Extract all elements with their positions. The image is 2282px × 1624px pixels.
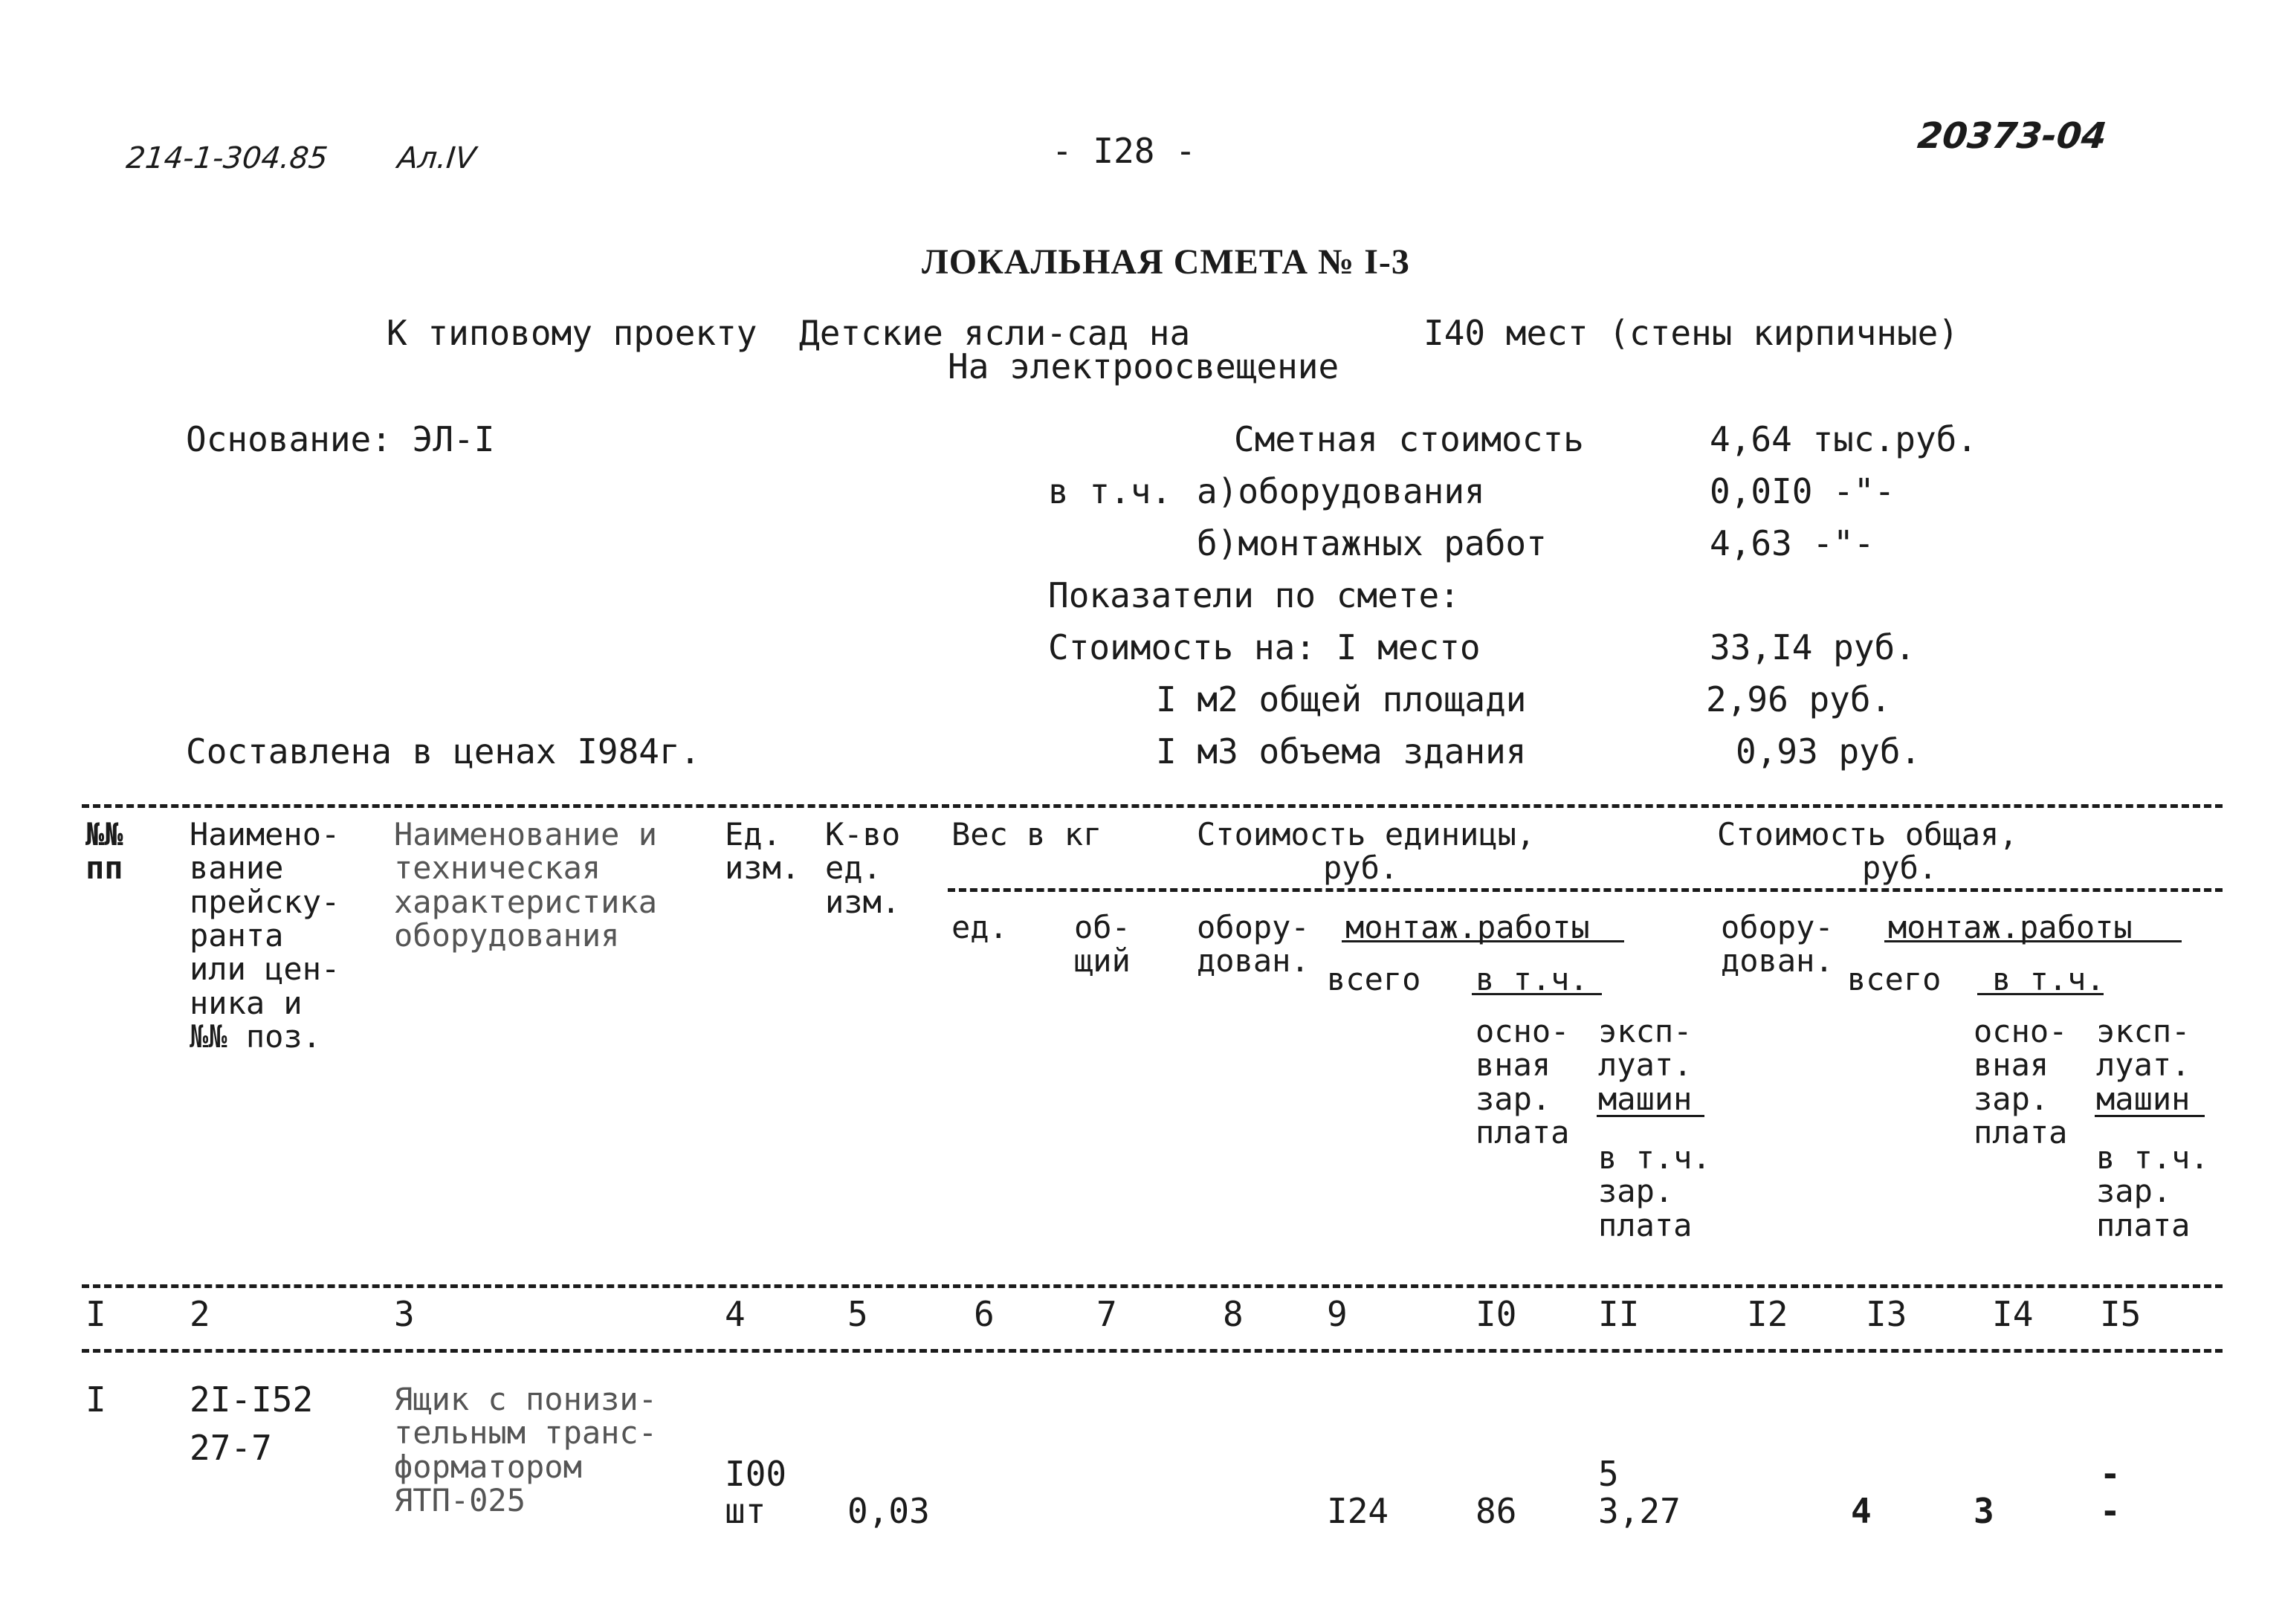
handwritten-number: 20373-04 <box>1916 115 2109 157</box>
column-number: 5 <box>847 1294 868 1334</box>
col-header-weight-total: об- щий <box>1074 909 1131 980</box>
subtitle-prefix: К типовому проекту <box>387 313 757 353</box>
row-pricelist-position: 27-7 <box>190 1428 272 1468</box>
cost-per-place-value: 33,I4 руб. <box>1710 627 1916 667</box>
per-m3-value: 0,93 руб. <box>1736 731 1921 771</box>
column-number: I3 <box>1866 1294 1907 1334</box>
per-m2-label: I м2 общей площади <box>1156 679 1527 719</box>
col-header-total-cost-rub: руб. <box>1862 850 1938 886</box>
document-title: ЛОКАЛЬНАЯ СМЕТА № I-3 <box>922 242 1410 282</box>
col-header-unit-base-wage: осно- вная зар. плата <box>1475 1013 1570 1151</box>
column-number: I2 <box>1747 1294 1788 1334</box>
col-header-quantity: К-во ед. изм. <box>825 816 901 920</box>
row-total-machines-wage: - <box>2100 1454 2121 1494</box>
row-equipment-name: Ящик с понизи- тельным транс- форматором ЯТП-025 <box>394 1381 658 1519</box>
subtitle-capacity: I40 мест (стены кирпичные) <box>1423 313 1959 353</box>
col-header-unit-incl: в т.ч. <box>1475 961 1588 997</box>
col-header-pricelist: Наимено- вание прейску- ранта или цен- ника и №№ поз. <box>190 816 340 1055</box>
col-header-weight-unit: ед. <box>951 909 1008 945</box>
col-header-total-base-wage: осно- вная зар. плата <box>1974 1013 2068 1151</box>
table-top-rule <box>82 804 2223 808</box>
row-unit-base-wage: 86 <box>1475 1491 1517 1531</box>
basis-label: Основание: ЭЛ-I <box>186 419 495 459</box>
indicators-label: Показатели по смете: <box>1048 575 1460 615</box>
installation-value: 4,63 -"- <box>1710 523 1875 563</box>
col-header-total-cost: Стоимость общая, <box>1717 816 2018 853</box>
installation-label: б)монтажных работ <box>1197 523 1547 563</box>
col-header-total-machines-wage: в т.ч. зар. плата <box>2096 1139 2209 1243</box>
column-number: 2 <box>190 1294 210 1334</box>
row-quantity: 0,03 <box>847 1491 930 1531</box>
page-number: - I28 - <box>1052 131 1196 171</box>
column-number: 8 <box>1223 1294 1244 1334</box>
unit-machines-underline <box>1597 1115 1704 1117</box>
row-unit-machines: 3,27 <box>1598 1491 1681 1531</box>
column-number: I5 <box>2100 1294 2142 1334</box>
row-pricelist: 2I-I52 <box>190 1379 314 1420</box>
row-total-install: 4 <box>1851 1491 1872 1531</box>
row-unit-machines-wage: 5 <box>1598 1454 1619 1494</box>
estimated-cost-label: Сметная стоимость <box>1234 419 1584 459</box>
col-header-unit: Ед. изм. <box>725 816 801 887</box>
col-header-total-installation: монтаж.работы <box>1888 909 2133 945</box>
row-unit-install-total: I24 <box>1327 1491 1389 1531</box>
column-number: II <box>1598 1294 1640 1334</box>
incl-label: в т.ч. <box>1048 471 1172 511</box>
row-total-base-wage: 3 <box>1974 1491 1994 1531</box>
column-number: 4 <box>725 1294 746 1334</box>
row-unit-multiplier: I00 <box>725 1454 787 1494</box>
column-number: 6 <box>974 1294 995 1334</box>
col-header-total-machines: эксп- луат. машин <box>2096 1013 2191 1117</box>
row-number: I <box>85 1379 106 1420</box>
col-header-unit-cost-rub: руб. <box>1323 850 1399 886</box>
unit-installation-underline <box>1342 940 1624 942</box>
subtitle-purpose: На электроосвещение <box>948 346 1339 386</box>
subtitle-project: Детские ясли-сад на <box>799 313 1191 353</box>
col-header-unit-all: всего <box>1327 961 1421 997</box>
col-header-unit-machines-wage: в т.ч. зар. плата <box>1598 1139 1711 1243</box>
column-number: I <box>85 1294 106 1334</box>
column-number: I0 <box>1475 1294 1517 1334</box>
total-installation-underline <box>1884 940 2182 942</box>
prices-note: Составлена в ценах I984г. <box>186 731 701 771</box>
doc-code: 214-1-304.85 <box>124 141 330 175</box>
col-header-weight: Вес в кг <box>951 816 1102 853</box>
col-header-total-incl: в т.ч. <box>1992 961 2105 997</box>
equipment-value: 0,0I0 -"- <box>1710 471 1895 511</box>
header-bottom-rule <box>82 1284 2223 1288</box>
header-mid-rule <box>948 888 2223 892</box>
estimated-cost-value: 4,64 тыс.руб. <box>1710 419 1978 459</box>
col-header-unit-equipment: обору- дован. <box>1197 909 1310 980</box>
col-header-name: Наименование и техническая характеристика оборудования <box>394 816 658 954</box>
col-header-unit-machines: эксп- луат. машин <box>1598 1013 1693 1117</box>
cost-per-place-label: Стоимость на: I место <box>1048 627 1481 667</box>
equipment-label: а)оборудования <box>1197 471 1485 511</box>
total-incl-underline <box>1977 993 2104 995</box>
column-number: 7 <box>1096 1294 1117 1334</box>
col-header-total-equipment: обору- дован. <box>1721 909 1834 980</box>
column-numbers-rule <box>82 1349 2223 1353</box>
col-header-unit-installation: монтаж.работы <box>1345 909 1590 945</box>
column-number: 9 <box>1327 1294 1348 1334</box>
col-header-total-all: всего <box>1847 961 1942 997</box>
column-number: 3 <box>394 1294 415 1334</box>
unit-incl-underline <box>1472 993 1602 995</box>
row-total-machines: - <box>2100 1491 2121 1531</box>
per-m3-label: I м3 объема здания <box>1156 731 1527 771</box>
total-machines-underline <box>2095 1115 2205 1117</box>
column-number: I4 <box>1992 1294 2034 1334</box>
col-header-unit-cost: Стоимость единицы, <box>1197 816 1536 853</box>
per-m2-value: 2,96 руб. <box>1706 679 1892 719</box>
row-unit: шт <box>725 1491 766 1531</box>
album-label: Ал.IV <box>395 141 478 175</box>
col-header-number: №№ пп <box>85 816 123 887</box>
